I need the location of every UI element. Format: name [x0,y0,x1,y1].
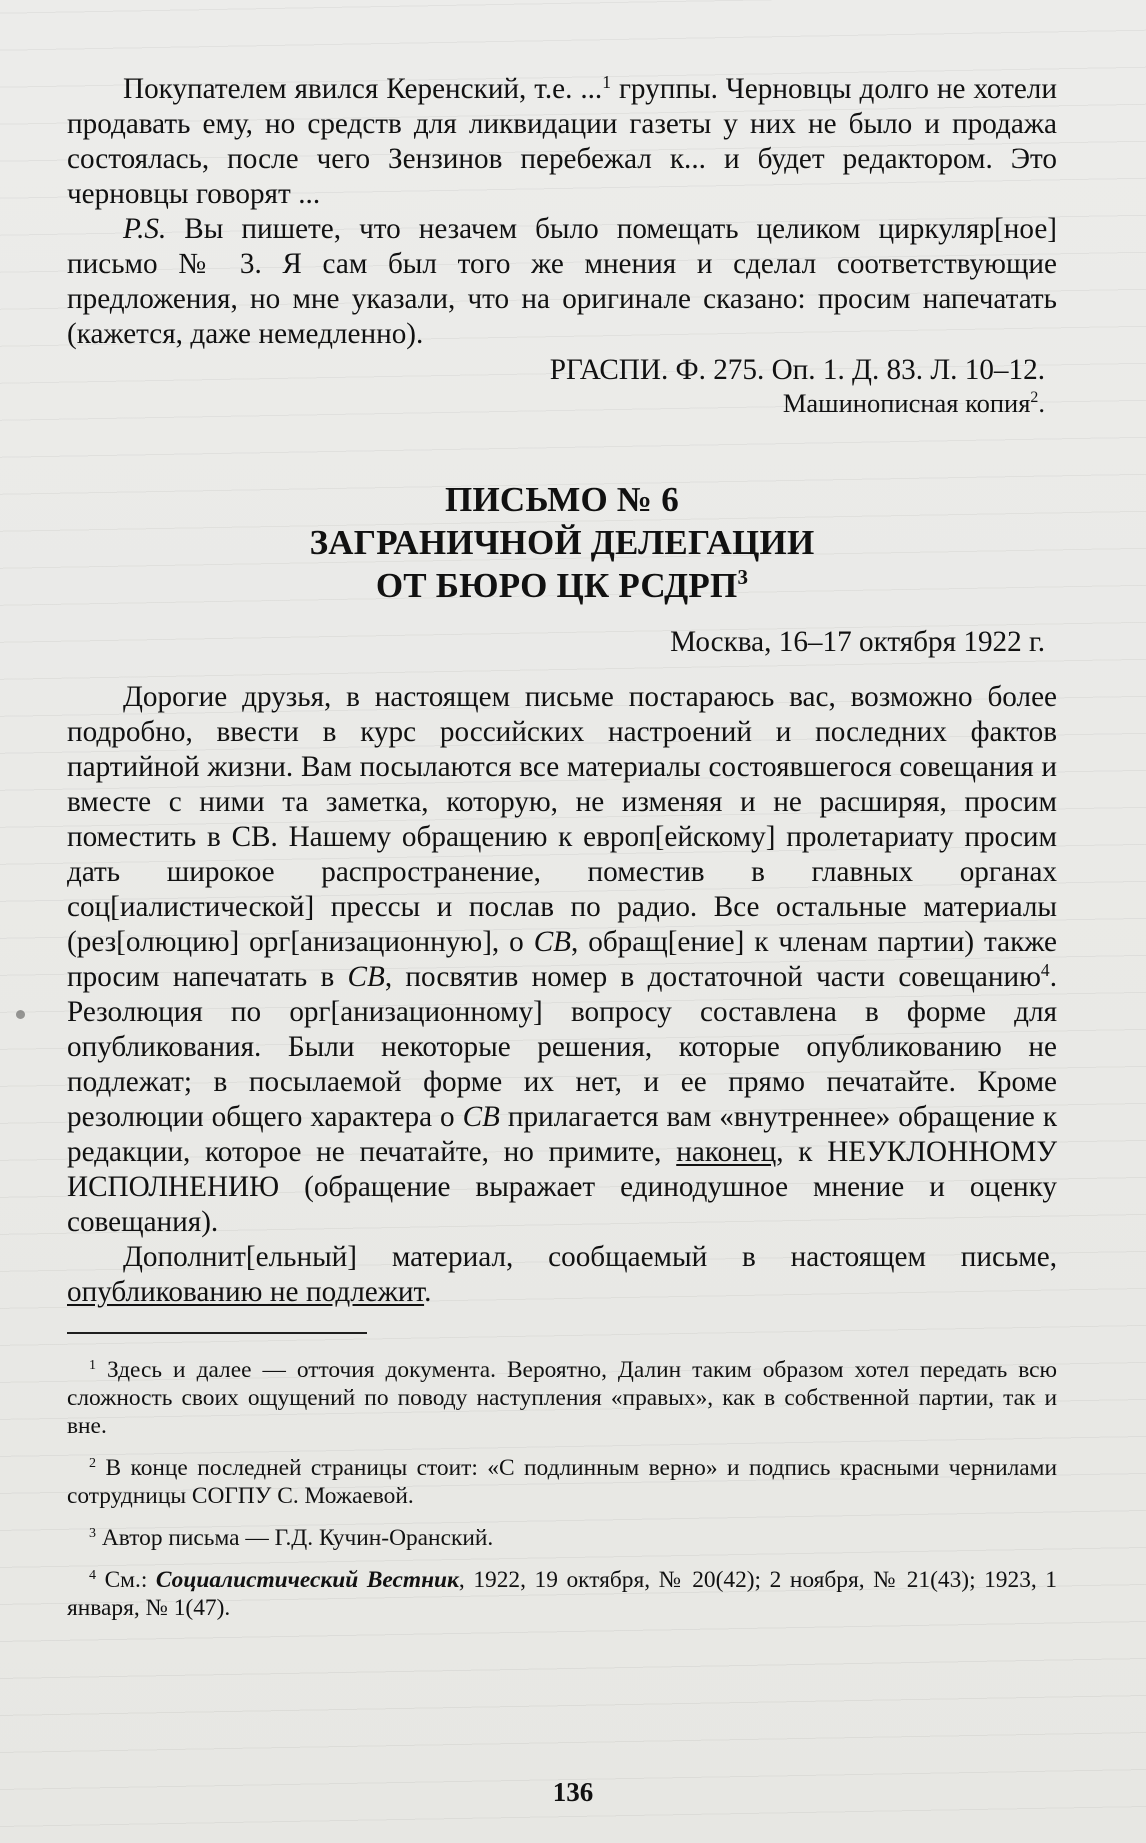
journal-title: Социалистический Вестник [155,1567,459,1593]
footnote-1: $^1$ Здесь и далее — отточия документа. Вероятно, Далин таким образом хотел передать всю сложность своих ощущений по поводу наступления «правых», как в собственной партии, так и вне. [67,1356,1057,1439]
page-number: 136 [552,1777,594,1807]
footnote-divider [67,1332,367,1334]
underlined-phrase: опубликованию не подлежит [67,1276,425,1308]
copy-note: Машинописная копия$^2$. [782,388,1045,418]
page-content [67,72,1057,1636]
underlined-word: наконец [676,1136,777,1168]
title-line-2: ЗАГРАНИЧНОЙ ДЕЛЕГАЦИИ [309,523,815,562]
ps-label: P.S. [123,213,167,245]
postscript-paragraph: P.S. Вы пишете, что незачем было помещать целиком циркуляр[ное] письмо № 3. Я сам был того же мнения и сделал соответствующие предложения, но мне указали, что на оригинале сказано: просим напечатать (кажется, даже немедленно). [67,213,1057,350]
archive-reference: РГАСПИ. Ф. 275. Оп. 1. Д. 83. Л. 10–12. [549,354,1045,386]
title-line-1: ПИСЬМО № 6 [445,480,679,519]
footnote-ref-3: 3 [737,565,749,590]
letter-title [67,478,1057,607]
letter-paragraph-main: Дорогие друзья, в настоящем письме постараюсь вас, возможно более подробно, ввести в курс российских настроений и последних фактов партийной жизни. Вам посылаются все материалы состоявшегося совещания и вместе с ними та заметка, которую, не изменяя и не расширяя, просим поместить в СВ. Нашему обращению к европ[ейскому] пролетариату просим дать широкое распространение, поместив в главных органах соц[иалистической] прессы и послав по радио. Все остальные материалы (рез[олюцию] орг[анизационную], о СВ, обращ[ение] к членам партии) также просим напечатать в СВ, посвятив номер в достаточной части совещанию$^4$. Резолюция по орг[анизационному] вопросу составлена в форме для опубликования. Были некоторые решения, которые опубликованию не подлежат; в посылаемой форме их нет, и ее прямо печатайте. Кроме резолюции общего характера о СВ прилагается вам «внутреннее» обращение к редакции, которое не печатайте, но примите, наконец, к НЕУКЛОННОМУ ИСПОЛНЕНИЮ (обращение выражает единодушное мнение и оценку совещания). [67,681,1057,1238]
footnote-ref-2: 2 [1030,389,1039,407]
footnote-3: $^3$ Автор письма — Г.Д. Кучин-Оранский. [89,1524,494,1551]
abbr-sv-italic: СВ [533,926,571,958]
print-speck [16,1010,25,1019]
footnote-4: $^4$ См.: Социалистический Вестник, 1922, 19 октября, № 20(42); 2 ноября, № 21(43); 1923, 1 января, № 1(47). [67,1566,1057,1621]
letter-date: Москва, 16–17 октября 1922 г. [670,626,1045,658]
abbr-sv-italic: СВ [347,961,385,993]
footnote-ref-4: 4 [1040,959,1050,980]
footnote-2: $^2$ В конце последней страницы стоит: «С подлинным верно» и подпись красными чернилами сотрудницы СОГПУ С. Можаевой. [67,1454,1057,1509]
footnote-ref-1: 1 [602,71,611,92]
abbr-sv-italic: СВ [462,1101,500,1133]
footnotes [67,1356,1057,1622]
paragraph-purchase-note: Покупателем явился Керенский, т.е. ...$^1$ группы. Черновцы долго не хотели продавать ему, но средств для ликвидации газеты у них не было и продажа состоялась, после чего Зензинов перебежал к... и будет редактором. Это черновцы говорят ... [67,71,1057,210]
title-line-3: ОТ БЮРО ЦК РСДРП$^3$ [375,565,749,605]
letter-paragraph-secondary: Дополнит[ельный] материал, сообщаемый в настоящем письме, опубликованию не подлежит. [67,1241,1057,1308]
